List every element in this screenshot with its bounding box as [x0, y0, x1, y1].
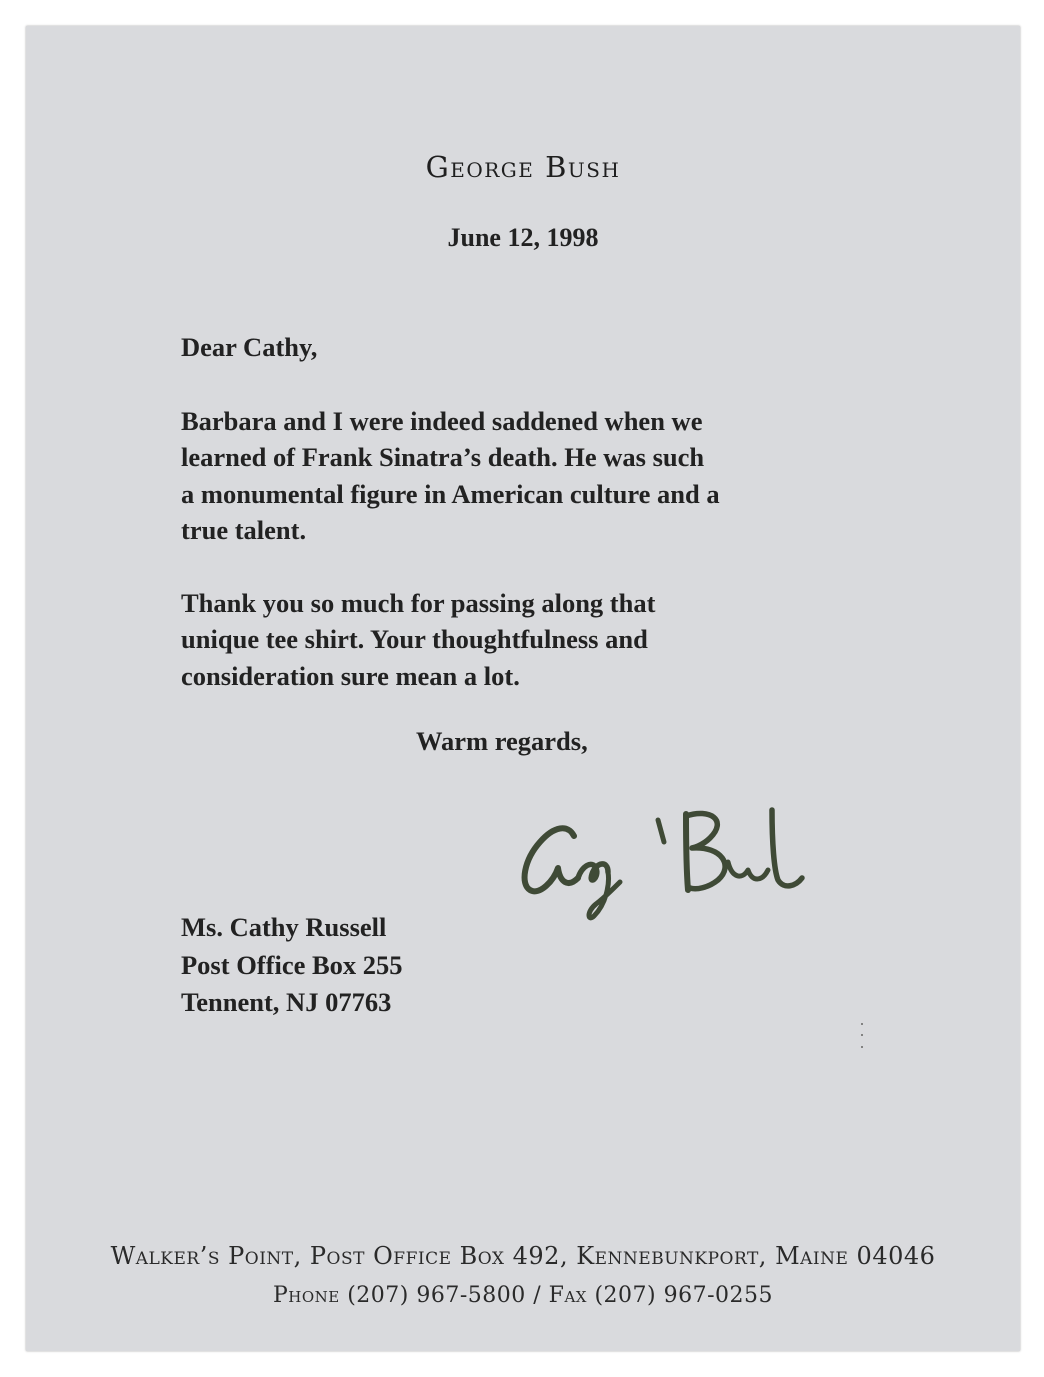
salutation: Dear Cathy,	[181, 332, 318, 362]
footer-address: Walker’s Point, Post Office Box 492, Kennebunkport, Maine 04046	[110, 1242, 936, 1270]
recipient-address	[181, 909, 403, 1022]
paragraph-line: unique tee shirt. Your thoughtfulness and	[181, 624, 648, 654]
paragraph-line: a monumental figure in American culture and a	[181, 478, 720, 509]
paragraph-line: Thank you so much for passing along that	[181, 587, 656, 618]
handwritten-signature	[496, 786, 816, 926]
paragraph-2	[181, 585, 861, 695]
paragraph-line: Barbara and I were indeed saddened when we	[181, 405, 703, 436]
recipient-name: Ms. Cathy Russell	[181, 912, 387, 942]
letter-body	[181, 329, 861, 730]
recipient-address-line1: Post Office Box 255	[181, 949, 403, 980]
paragraph-1	[181, 403, 861, 549]
paragraph-line: learned of Frank Sinatra’s death. He was such	[181, 442, 705, 472]
letterhead-name: George Bush	[425, 150, 621, 184]
paragraph-line: consideration sure mean a lot.	[181, 660, 520, 691]
paragraph-line: true talent.	[181, 515, 307, 545]
closing: Warm regards,	[416, 726, 588, 756]
paper-specks	[860, 1021, 864, 1051]
letter-date: June 12, 1998	[447, 223, 599, 252]
footer-contact: Phone (207) 967-5800 / Fax (207) 967-0255	[272, 1283, 774, 1308]
recipient-address-line2: Tennent, NJ 07763	[181, 987, 392, 1017]
letter-sheet	[26, 26, 1020, 1351]
